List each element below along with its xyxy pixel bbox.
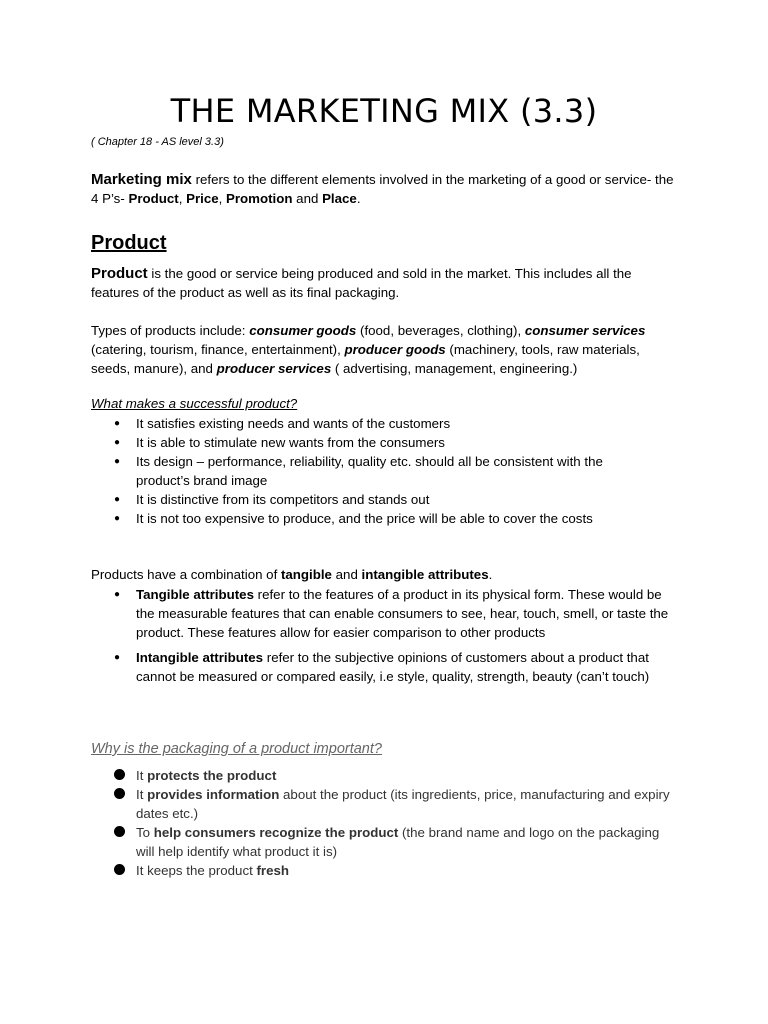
list-item: It keeps the product fresh — [136, 861, 676, 880]
intangible-attributes-item: ● Intangible attributes refer to the subjective opinions of customers about a product that cannot be measured or compared easily, i.e style, quality, strength, beauty (can’t touch) — [136, 648, 676, 686]
document-title: THE MARKETING MIX (3.3) — [170, 92, 598, 130]
marketing-mix-definition: Marketing mix refers to the different elements involved in the marketing of a good or service- the 4 P’s- Product, Price, Promotion and Place. — [91, 171, 674, 206]
product-heading: Product — [91, 232, 167, 254]
tangible-attributes-list — [136, 585, 676, 642]
list-item: ● Its design – performance, reliability, quality etc. should all be consistent with the product’s brand image — [136, 452, 656, 490]
tangible-attributes-item: ● Tangible attributes refer to the features of a product in its physical form. These would be the measurable features that can enable consumers to see, hear, touch, smell, or taste the product. These features allow for easier comparison to other products — [136, 585, 676, 642]
chapter-reference: ( Chapter 18 - AS level 3.3) — [91, 136, 224, 148]
list-item: It protects the product — [136, 766, 676, 785]
attributes-intro: Products have a combination of tangible and intangible attributes. — [91, 567, 493, 582]
product-definition: Product is the good or service being produced and sold in the market. This includes all the features of the product as well as its final packaging. — [91, 265, 632, 300]
packaging-reasons-list — [136, 766, 676, 880]
intangible-attributes-list — [136, 648, 676, 686]
successful-product-question: What makes a successful product? — [91, 396, 298, 411]
list-item: ● It is able to stimulate new wants from the consumers — [136, 433, 656, 452]
product-types-paragraph: Types of products include: consumer goods (food, beverages, clothing), consumer services (catering, tourism, finance, entertainment), producer goods (machinery, tools, raw materials, seeds, manure), and producer services ( advertising, management, engineering.) — [91, 323, 646, 376]
list-item: ● It is not too expensive to produce, and the price will be able to cover the costs — [136, 509, 656, 528]
marketing-mix-term: Marketing mix — [91, 171, 192, 188]
list-item: To help consumers recognize the product (the brand name and logo on the packaging will help identify what product it is) — [136, 823, 676, 861]
list-item: It provides information about the product (its ingredients, price, manufacturing and expiry dates etc.) — [136, 785, 676, 823]
product-term: Product — [91, 265, 148, 282]
packaging-question: Why is the packaging of a product important? — [91, 741, 382, 757]
list-item: ● It is distinctive from its competitors and stands out — [136, 490, 656, 509]
list-item: ● It satisfies existing needs and wants of the customers — [136, 414, 656, 433]
success-criteria-list — [136, 414, 656, 528]
